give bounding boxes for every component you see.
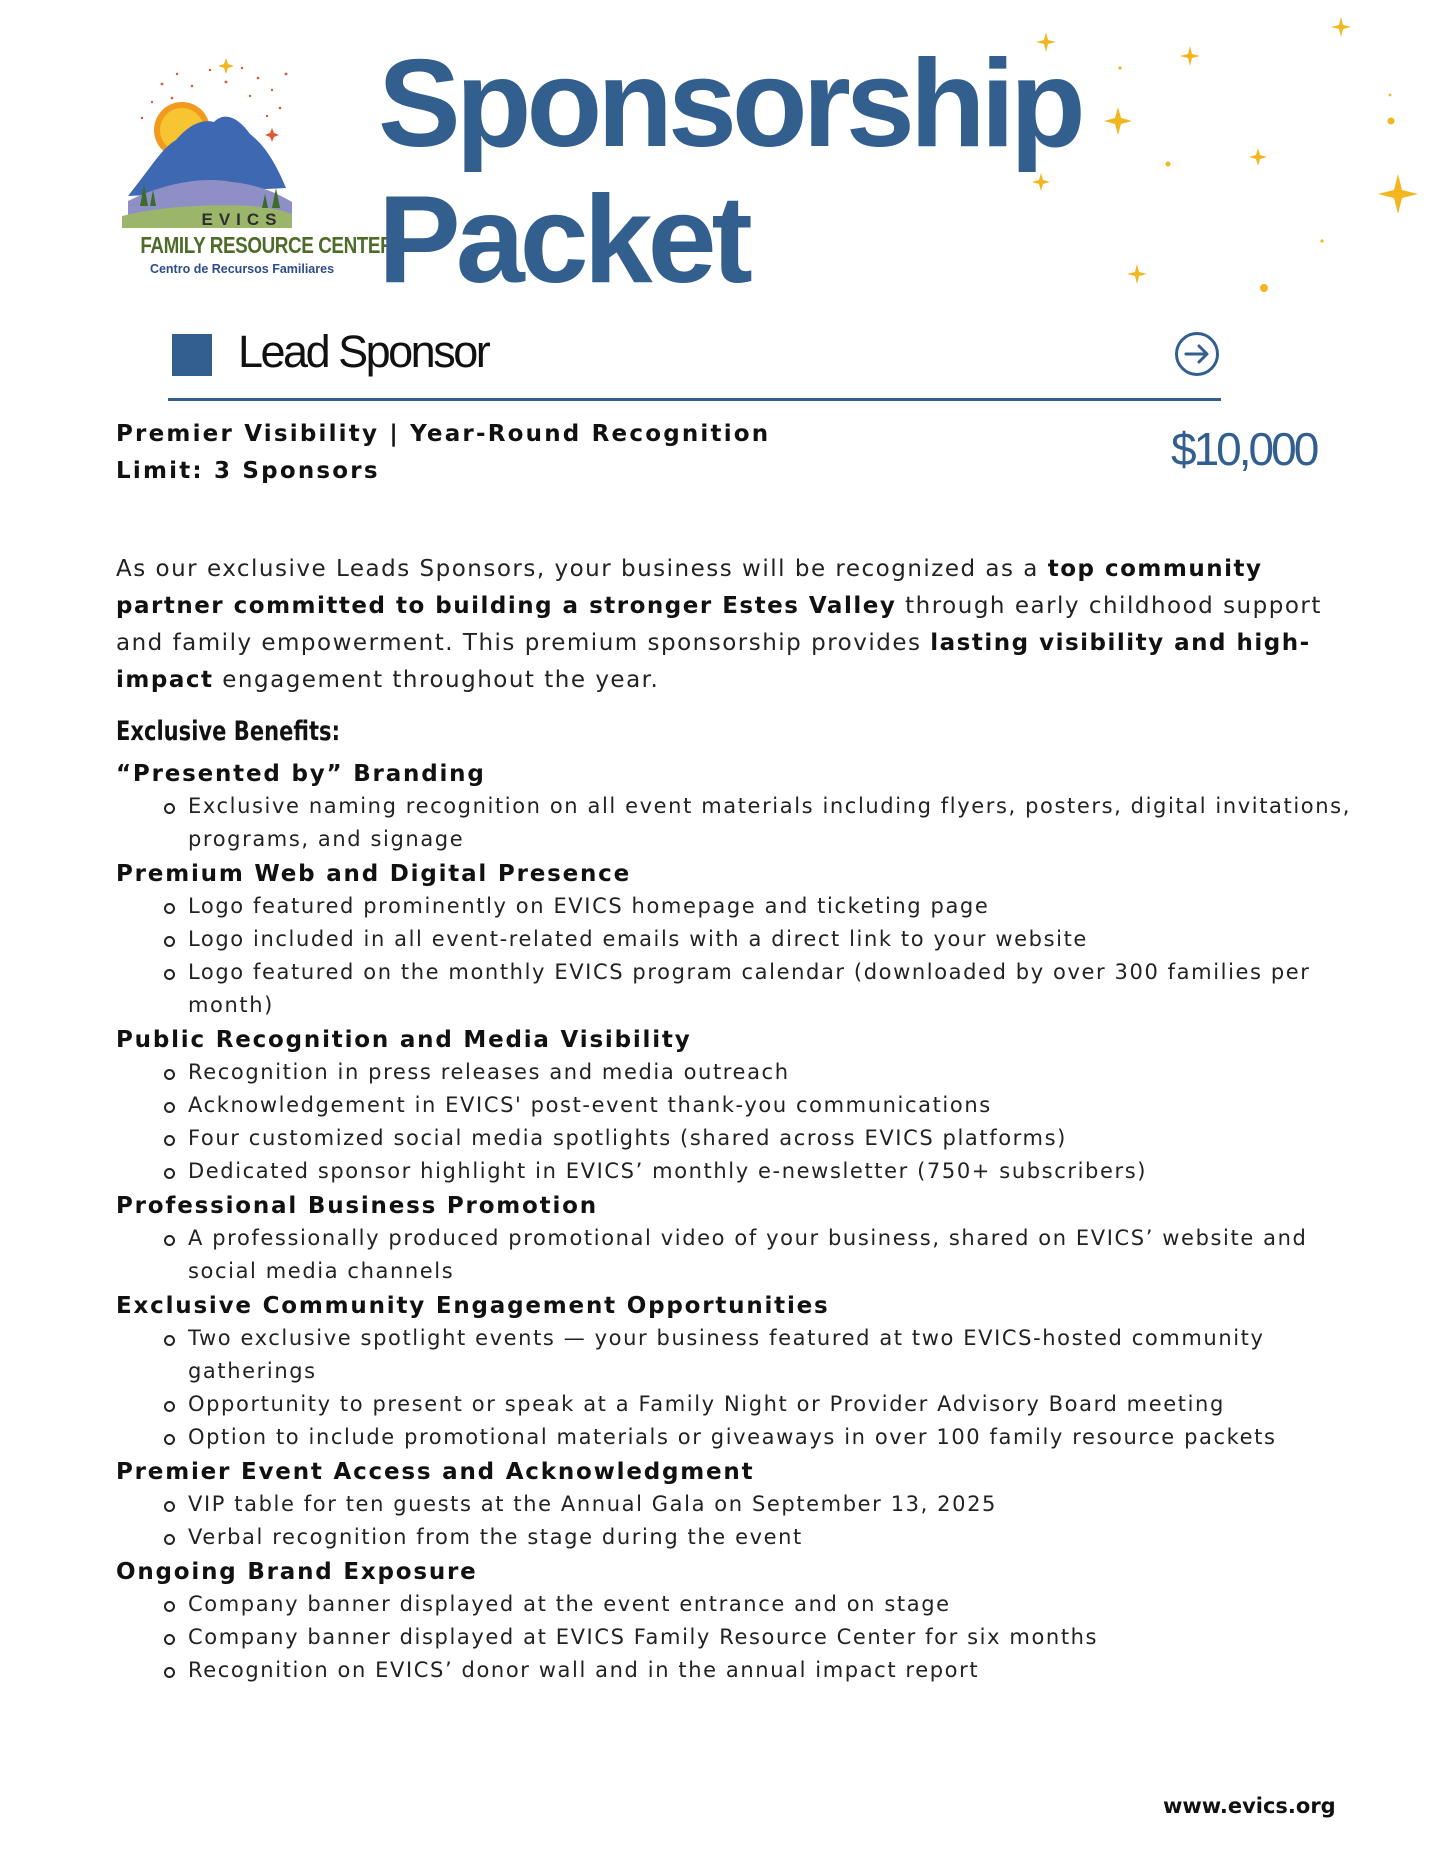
- benefit-group: [116, 758, 1356, 856]
- benefit-group-title: “Presented by” Branding: [116, 761, 486, 787]
- benefit-group-title: Exclusive Community Engagement Opportunities: [116, 1293, 830, 1319]
- benefit-item: Verbal recognition from the stage during the event: [188, 1521, 1356, 1554]
- logo-text-spanish: Centro de Recursos Familiares: [149, 262, 335, 276]
- section-marker-square: [172, 334, 212, 376]
- star-icon: [1127, 264, 1147, 284]
- footer-website-link[interactable]: www.evics.org: [1163, 1794, 1336, 1818]
- benefit-item: Company banner displayed at EVICS Family Resource Center for six months: [188, 1621, 1356, 1654]
- benefit-item: Logo included in all event-related emails with a direct link to your website: [188, 923, 1356, 956]
- benefit-group: [116, 1456, 1356, 1554]
- benefit-group: [116, 1190, 1356, 1288]
- benefit-items: [116, 790, 1356, 856]
- benefits-heading: Exclusive Benefits:: [116, 716, 341, 747]
- page-title-line1: Sponsorship: [378, 35, 1081, 173]
- star-icon: [1331, 17, 1351, 37]
- benefit-item: Logo featured on the monthly EVICS program calendar (downloaded by over 300 families per month): [188, 956, 1356, 1022]
- benefit-item: Company banner displayed at the event entrance and on stage: [188, 1588, 1356, 1621]
- benefit-items: [116, 1322, 1356, 1454]
- intro-bold-text: top community partner committed to building a stronger Estes Valley: [116, 556, 1263, 619]
- benefit-group: [116, 1290, 1356, 1454]
- tier-price: $10,000: [1171, 423, 1317, 475]
- benefit-item: Recognition on EVICS’ donor wall and in the annual impact report: [188, 1654, 1356, 1687]
- benefit-items: [116, 890, 1356, 1022]
- logo-text-evics: EVICS: [201, 210, 283, 229]
- benefit-item: Logo featured prominently on EVICS homepage and ticketing page: [188, 890, 1356, 923]
- star-icon: [1032, 173, 1050, 191]
- benefit-items: [116, 1222, 1356, 1288]
- section-divider: [168, 398, 1221, 401]
- page-title-line2: Packet: [378, 171, 748, 309]
- benefits-list: [116, 756, 1356, 1687]
- intro-text: through early childhood support and family empowerment. This premium sponsorship provides: [116, 593, 1322, 656]
- benefit-item: Opportunity to present or speak at a Family Night or Provider Advisory Board meeting: [188, 1388, 1356, 1421]
- intro-text: engagement throughout the year.: [213, 667, 660, 693]
- benefit-item: Dedicated sponsor highlight in EVICS’ monthly e-newsletter (750+ subscribers): [188, 1155, 1356, 1188]
- tier-tagline: Premier Visibility | Year-Round Recognition: [116, 421, 771, 447]
- benefit-group-title: Ongoing Brand Exposure: [116, 1559, 478, 1585]
- intro-text: As our exclusive Leads Sponsors, your business will be recognized as a: [116, 556, 1048, 582]
- benefit-items: [116, 1488, 1356, 1554]
- benefit-group-title: Premium Web and Digital Presence: [116, 861, 632, 887]
- tier-limit: Limit: 3 Sponsors: [116, 458, 380, 484]
- benefit-item: Four customized social media spotlights (shared across EVICS platforms): [188, 1122, 1356, 1155]
- benefit-item: VIP table for ten guests at the Annual Gala on September 13, 2025: [188, 1488, 1356, 1521]
- logo-text-family-resource-center: FAMILY RESOURCE CENTER: [140, 232, 394, 258]
- circle-arrow-right-icon[interactable]: [1174, 331, 1220, 377]
- benefit-item: Two exclusive spotlight events — your business featured at two EVICS-hosted community gatherings: [188, 1322, 1356, 1388]
- section-title: Lead Sponsor: [238, 326, 489, 377]
- star-icon: [1249, 148, 1267, 166]
- benefit-item: Acknowledgement in EVICS' post-event thank-you communications: [188, 1089, 1356, 1122]
- benefit-items: [116, 1588, 1356, 1687]
- benefit-group: [116, 1024, 1356, 1188]
- star-icon: [1104, 107, 1132, 135]
- benefit-group-title: Public Recognition and Media Visibility: [116, 1027, 692, 1053]
- benefit-item: Option to include promotional materials or giveaways in over 100 family resource packets: [188, 1421, 1356, 1454]
- benefit-item: A professionally produced promotional video of your business, shared on EVICS’ website and social media channels: [188, 1222, 1356, 1288]
- star-icon: [1378, 174, 1418, 214]
- star-icon: [1180, 46, 1200, 66]
- benefit-items: [116, 1056, 1356, 1188]
- benefit-group: [116, 1556, 1356, 1687]
- intro-bold-text: lasting visibility and high-impact: [116, 630, 1311, 693]
- benefit-item: Exclusive naming recognition on all event materials including flyers, posters, digital invitations, programs, and signage: [188, 790, 1356, 856]
- benefit-group-title: Premier Event Access and Acknowledgment: [116, 1459, 755, 1485]
- benefit-group: [116, 858, 1356, 1022]
- intro-paragraph: [116, 551, 1356, 699]
- benefit-group-title: Professional Business Promotion: [116, 1193, 598, 1219]
- benefit-item: Recognition in press releases and media outreach: [188, 1056, 1356, 1089]
